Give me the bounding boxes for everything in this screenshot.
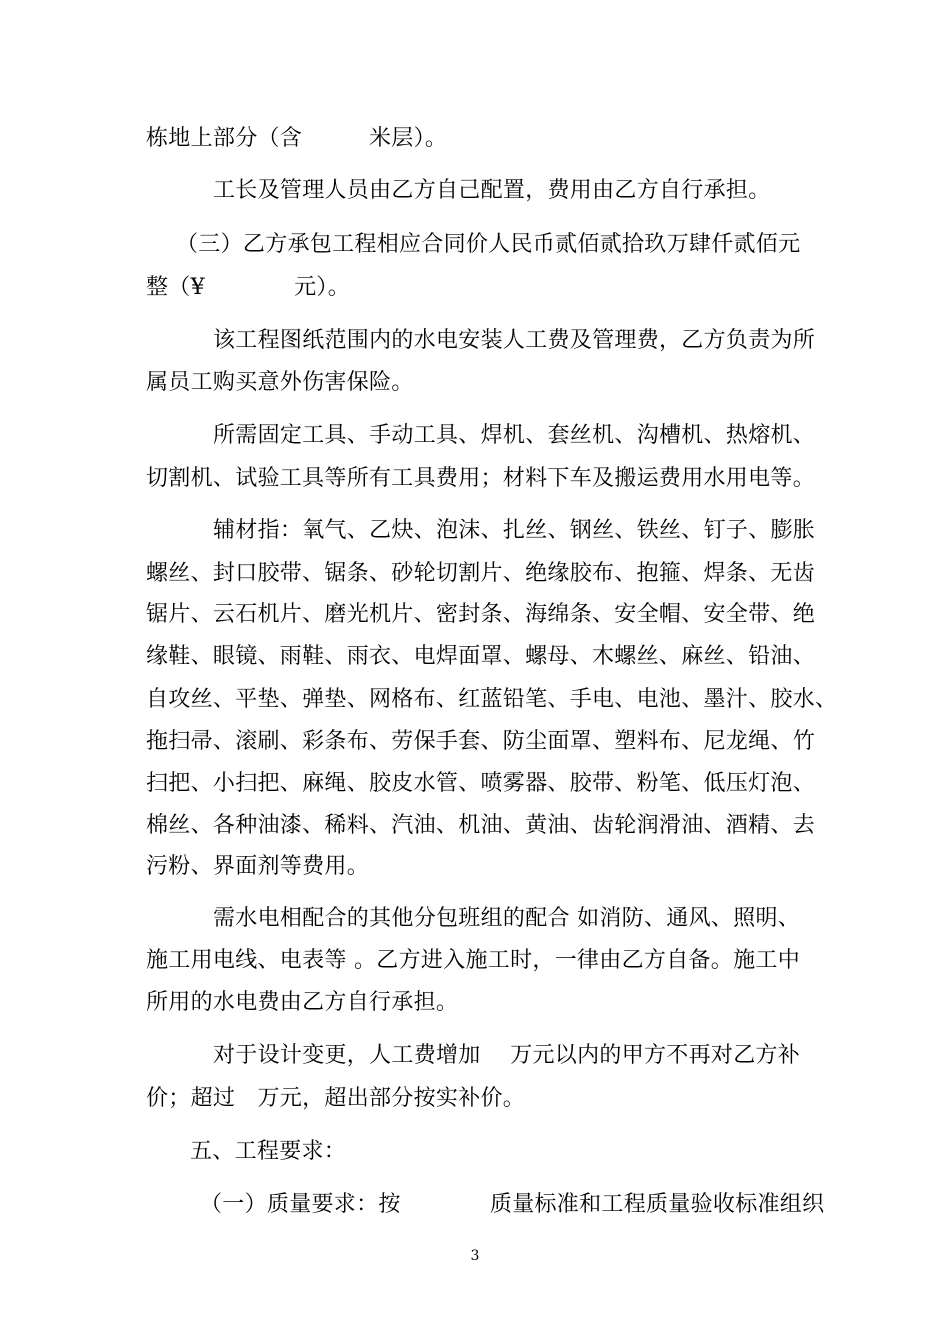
text-line: 所需固定工具、手动工具、焊机、套丝机、沟槽机、热熔机、 [213, 423, 816, 448]
text-line: 所用的水电费由乙方自行承担。 [146, 990, 459, 1015]
text-line: 价；超过 万元，超出部分按实补价。 [146, 1086, 526, 1111]
text-line: 该工程图纸范围内的水电安装人工费及管理费，乙方负责为所 [213, 328, 816, 353]
text-line: 缘鞋、眼镜、雨鞋、雨衣、电焊面罩、螺母、木螺丝、麻丝、铅油、 [146, 644, 816, 669]
text-line: 切割机、试验工具等所有工具费用；材料下车及搬运费用水用电等。 [146, 466, 816, 491]
text-line: 栋地上部分（含 米层）。 [146, 126, 448, 151]
text-line: （一）质量要求：按 质量标准和工程质量验收标准组织 [200, 1192, 825, 1217]
section-heading: 五、工程要求： [190, 1139, 347, 1164]
text-line: 锯片、云石机片、磨光机片、密封条、海绵条、安全帽、安全带、绝 [146, 602, 816, 627]
text-line: 污粉、界面剂等费用。 [146, 854, 370, 879]
text-line: 辅材指：氧气、乙炔、泡沫、扎丝、钢丝、铁丝、钉子、膨胀 [213, 518, 816, 543]
text-line: 棉丝、各种油漆、稀料、汽油、机油、黄油、齿轮润滑油、酒精、去 [146, 813, 816, 838]
text-line: 属员工购买意外伤害保险。 [146, 370, 414, 395]
text-line: 自攻丝、平垫、弹垫、网格布、红蓝铅笔、手电、电池、墨汁、胶水、 [146, 687, 838, 712]
page-number: 3 [470, 1248, 480, 1264]
text-line: 需水电相配合的其他分包班组的配合 如消防、通风、照明、 [213, 906, 801, 931]
text-line: 拖扫帚、滚刷、彩条布、劳保手套、防尘面罩、塑料布、尼龙绳、竹 [146, 729, 816, 754]
text-line: 螺丝、封口胶带、锯条、砂轮切割片、绝缘胶布、抱箍、焊条、无齿 [146, 561, 816, 586]
text-line: 施工用电线、电表等 。乙方进入施工时，一律由乙方自备。施工中 [146, 948, 800, 973]
text-line: 扫把、小扫把、麻绳、胶皮水管、喷雾器、胶带、粉笔、低压灯泡、 [146, 771, 816, 796]
text-line: （三）乙方承包工程相应合同价人民币贰佰贰拾玖万肆仟贰佰元 [176, 232, 801, 257]
text-line: 整（¥ 元）。 [146, 275, 350, 300]
text-line: 工长及管理人员由乙方自己配置，费用由乙方自行承担。 [213, 178, 771, 203]
text-line: 对于设计变更，人工费增加 万元以内的甲方不再对乙方补 [213, 1043, 801, 1068]
